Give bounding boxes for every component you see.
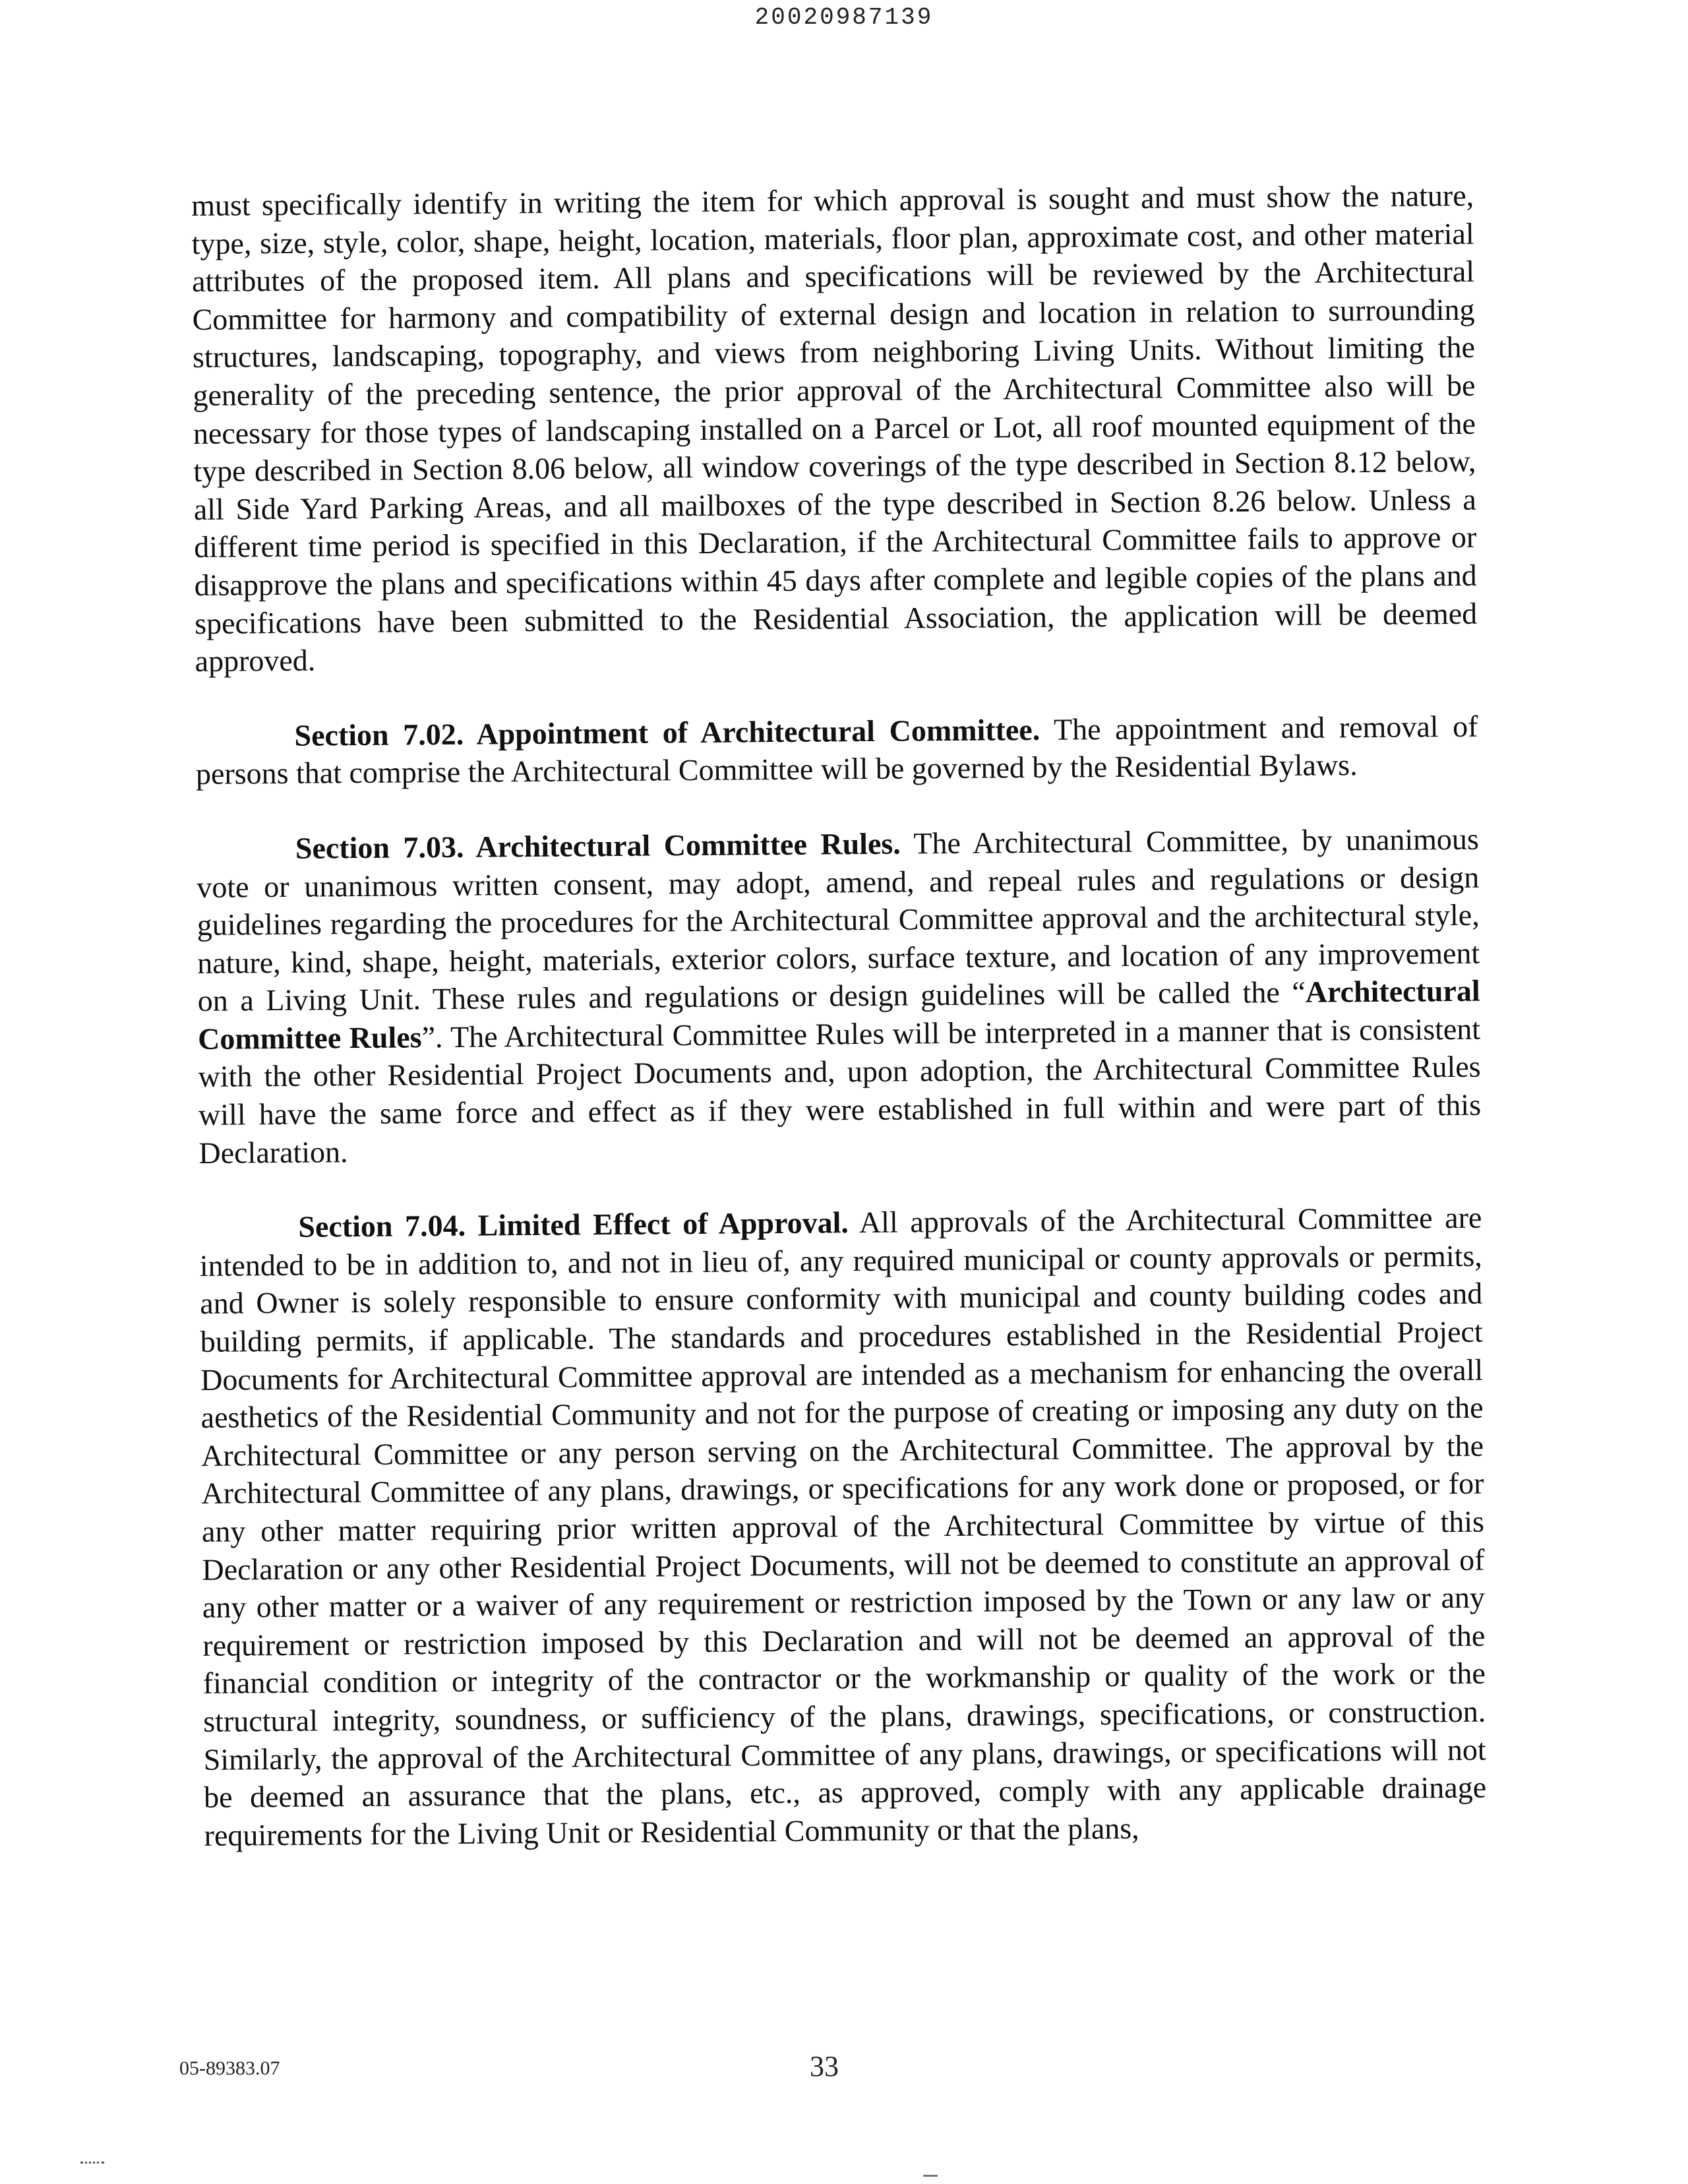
section-7-02-heading: Section 7.02. Appointment of Architectural Committee.: [294, 712, 1040, 752]
section-7-04-text: All approvals of the Architectural Committee are intended to be in addition to, and not in lieu of, any required municipal or county approvals or permits, and Owner is solely responsible to ensure conformity with municipal and county building codes and building permits, if applicable. The standards and procedures established in the Residential Project Documents for Architectural Committee approval are intended as a mechanism for enhancing the overall aesthetics of the Residential Community and not for the purpose of creating or imposing any duty on the Architectural Committee or any person serving on the Architectural Committee. The approval by the Architectural Committee of any plans, drawings, or specifications for any work done or proposed, or for any other matter requiring prior written approval of the Architectural Committee by virtue of this Declaration or any other Residential Project Documents, will not be deemed to constitute an approval of any other matter or a waiver of any requirement or restriction imposed by the Town or any law or any requirement or restriction imposed by this Declaration and will not be deemed an approval of the financial condition or integrity of the contractor or the workmanship or quality of the work or the structural integrity, soundness, or sufficiency of the plans, drawings, specifications, or construction. Similarly, the approval of the Architectural Committee of any plans, drawings, or specifications will not be deemed an assurance that the plans, etc., as approved, comply with any applicable drainage requirements for the Living Unit or Residential Community or that the plans,: [199, 1200, 1487, 1852]
section-7-04-paragraph: [199, 1199, 1487, 1854]
section-7-02-text: The appointment and removal of persons that comprise the Architectural Committee will be governed by the Residential Bylaws.: [195, 709, 1478, 791]
section-7-02-paragraph: [195, 707, 1478, 793]
defined-term: Architectural Committee Rules: [197, 973, 1480, 1056]
scan-artifact: [923, 2175, 938, 2177]
paragraph-continuation: must specifically identify in writing the item for which approval is sought and must show the nature, type, size, style, color, shape, height, location, materials, floor plan, approximate cost, and other material attributes of the proposed item. All plans and specifications will be reviewed by the Architectural Committee for harmony and compatibility of external design and location in relation to surrounding structures, landscaping, topography, and views from neighboring Living Units. Without limiting the generality of the preceding sentence, the prior approval of the Architectural Committee also will be necessary for those types of landscaping installed on a Parcel or Lot, all roof mounted equipment of the type described in Section 8.06 below, all window coverings of the type described in Section 8.12 below, all Side Yard Parking Areas, and all mailboxes of the type described in Section 8.26 below. Unless a different time period is specified in this Declaration, if the Architectural Committee fails to approve or disapprove the plans and specifications within 45 days after complete and legible copies of the plans and specifications have been submitted to the Residential Association, the application will be deemed approved.: [191, 178, 1478, 679]
document-number: 20020987139: [754, 4, 934, 31]
footer-file-code: 05-89383.07: [179, 2057, 280, 2079]
section-7-03-text-continued: ”. The Architectural Committee Rules will be interpreted in a manner that is consistent with the other Residential Project Documents and, upon adoption, the Architectural Committee Rules will have the same force and effect as if they were established in full within and were part of this Declaration.: [198, 1012, 1482, 1170]
section-7-03-paragraph: [196, 820, 1482, 1172]
section-7-04-heading: Section 7.04. Limited Effect of Approval.: [298, 1205, 849, 1244]
section-7-03-text: The Architectural Committee, by unanimous vote or unanimous written consent, may adopt, amend, and repeal rules and regulations or design guidelines regarding the procedures for the Architectural Committee approval and the architectural style, nature, kind, shape, height, materials, exterior colors, surface texture, and location of any improvement on a Living Unit. These rules and regulations or design guidelines will be called the “: [196, 822, 1480, 1018]
scan-artifact: [80, 2162, 104, 2166]
page-number: 33: [810, 2050, 839, 2082]
document-body: [191, 177, 1487, 1855]
section-7-03-heading: Section 7.03. Architectural Committee Rules.: [295, 826, 901, 865]
